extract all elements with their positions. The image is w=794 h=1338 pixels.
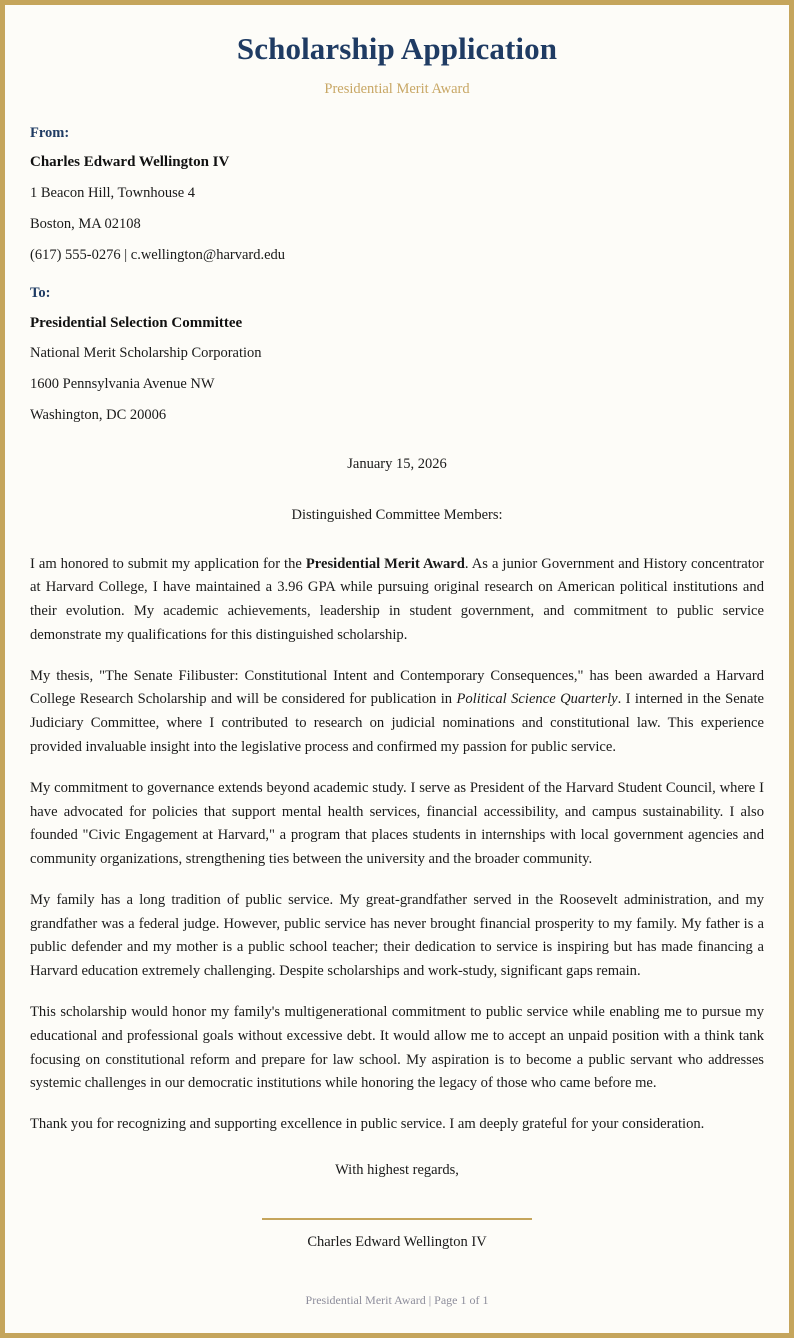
body-paragraph [30, 665, 764, 760]
emphasis-italic: Political Science Quarterly [456, 691, 618, 708]
sender-address-lines [30, 184, 764, 265]
sender-name: Charles Edward Wellington IV [30, 154, 230, 171]
emphasis-bold: Presidential Merit Award [305, 555, 465, 572]
body-paragraph [30, 553, 764, 648]
body-paragraph [30, 889, 764, 984]
signature-name: Charles Edward Wellington IV [307, 1233, 487, 1250]
signature-area [30, 1218, 764, 1252]
recipient-address-block [30, 284, 764, 424]
text-run: Thank you for recognizing and supporting excellence in public service. I am deeply grateful for your consideration. [30, 1116, 705, 1133]
text-run: . As a junior Government and History concentrator at Harvard College, I have maintained a 3.96 GPA while pursuing original research on American political institutions and their evolution. My academic achievements, leadership in student government, and commitment to public service demonstrate my qualifications for this distinguished scholarship. [30, 555, 764, 643]
body-paragraph [30, 777, 764, 872]
sender-address-line: Boston, MA 02108 [30, 215, 141, 232]
to-heading: To: [30, 285, 51, 302]
text-run: . I interned in the Senate Judiciary Committee, where I contributed to research on judicial nominations and constitutional law. This experience provided invaluable insight into the legislative process and confirmed my passion for public service. [30, 691, 764, 755]
document-subtitle: Presidential Merit Award [324, 80, 470, 97]
sender-contact-line: (617) 555-0276 | c.wellington@harvard.edu [30, 246, 286, 263]
page-footer: Presidential Merit Award | Page 1 of 1 [305, 1293, 489, 1308]
recipient-name: Presidential Selection Committee [30, 314, 243, 331]
sender-address-block [30, 124, 764, 264]
recipient-address-line: Washington, DC 20006 [30, 407, 167, 423]
recipient-address-line: National Merit Scholarship Corporation [30, 345, 262, 362]
text-run: I am honored to submit my application for the [30, 555, 306, 572]
body-paragraph [30, 1113, 764, 1137]
sender-address-line: 1 Beacon Hill, Townhouse 4 [30, 184, 196, 201]
document-header [30, 31, 764, 98]
letter-body [30, 553, 764, 1137]
body-paragraph [30, 1001, 764, 1096]
letter-closing: With highest regards, [335, 1161, 459, 1178]
text-run: My family has a long tradition of public service. My great-grandfather served in the Roosevelt administration, and my grandfather was a federal judge. However, public service has never brought financial prosperity to my family. My father is a public defender and my mother is a public school teacher; their dedication to service is inspiring but has made financing a Harvard education extremely challenging. Despite scholarships and work-study, significant gaps remain. [30, 891, 764, 980]
letter-date: January 15, 2026 [347, 455, 447, 472]
text-run: My thesis, "The Senate Filibuster: Constitutional Intent and Contemporary Consequences," has been awarded a Harvard College Research Scholarship and will be considered for publication in [30, 667, 764, 708]
text-run: This scholarship would honor my family's multigenerational commitment to public service while enabling me to pursue my educational and professional goals without excessive debt. It would allow me to accept an unpaid position with a think tank focusing on constitutional reform and prepare for law school. My aspiration is to become a public servant who addresses systemic challenges in our democratic institutions while honoring the legacy of those who came before me. [30, 1004, 764, 1092]
recipient-address-line: 1600 Pennsylvania Avenue NW [30, 376, 215, 393]
letter-salutation: Distinguished Committee Members: [291, 506, 503, 523]
page-title: Scholarship Application [236, 31, 558, 66]
recipient-address-lines [30, 344, 764, 425]
text-run: My commitment to governance extends beyond academic study. I serve as President of the Harvard Student Council, where I have advocated for policies that support mental health services, financial accessibility, and campus sustainability. I also founded "Civic Engagement at Harvard," a program that places students in internships with local government agencies and community organizations, strengthening ties between the university and the broader community. [30, 779, 764, 868]
from-heading: From: [30, 125, 70, 142]
signature-line [262, 1218, 532, 1220]
